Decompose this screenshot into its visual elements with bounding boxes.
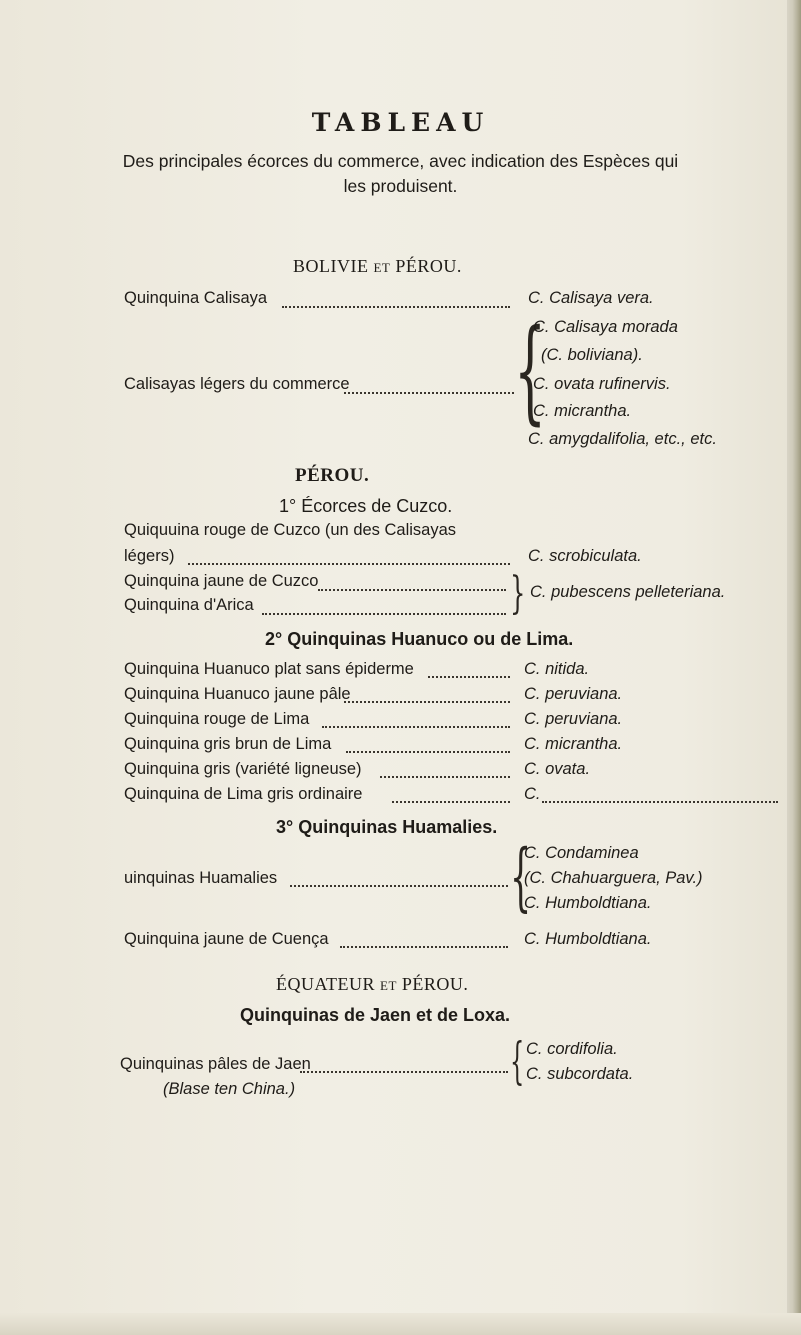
species-amygdalifolia: C. amygdalifolia, etc., etc. xyxy=(528,430,717,448)
leader-dots xyxy=(392,801,510,803)
heading-bolivie-et: ET xyxy=(373,260,391,275)
species-humboldtiana-1: C. Humboldtiana. xyxy=(524,894,652,912)
entry-calisaya: Quinquina Calisaya xyxy=(124,289,268,307)
brace-huamalies: { xyxy=(510,834,532,920)
entry-jaen-note: (Blase ten China.) xyxy=(163,1080,296,1098)
leader-dots xyxy=(322,726,510,728)
heading-jaen-loxa: Quinquinas de Jaen et de Loxa. xyxy=(240,1005,511,1025)
heading-bolivie-perou xyxy=(293,256,462,277)
entry-calisayas-legers: Calisayas légers du commerce xyxy=(124,375,350,393)
leader-dots xyxy=(282,306,510,308)
entry-arica: Quinquina d'Arica xyxy=(124,596,254,614)
heading-perou: PÉROU. xyxy=(295,465,370,486)
leader-dots xyxy=(188,563,510,565)
species-humboldtiana-2: C. Humboldtiana. xyxy=(524,930,652,948)
species-peruviana-1: C. peruviana. xyxy=(524,685,623,703)
entry-gris-brun: Quinquina gris brun de Lima xyxy=(124,735,332,753)
leader-dots xyxy=(262,613,506,615)
subtitle-line-1: Des principales écorces du commerce, avec indication des Espèces qui xyxy=(122,151,679,171)
leader-dots xyxy=(344,701,510,703)
species-calisaya: C. Calisaya vera. xyxy=(528,289,654,307)
heading-equateur-perou-word: PÉROU. xyxy=(401,974,469,994)
species-chahuarguera: (C. Chahuarguera, Pav.) xyxy=(524,869,703,887)
leader-dots xyxy=(300,1071,508,1073)
heading-equateur-perou xyxy=(276,974,468,995)
heading-huanuco: 2° Quinquinas Huanuco ou de Lima. xyxy=(265,629,574,649)
species-nitida: C. nitida. xyxy=(524,660,590,678)
leader-dots xyxy=(318,589,506,591)
species-subcordata: C. subcordata. xyxy=(526,1065,634,1083)
entry-jaen: Quinquinas pâles de Jaen xyxy=(120,1055,311,1073)
leader-dots xyxy=(380,776,510,778)
leader-dots xyxy=(340,946,508,948)
heading-equateur-word: ÉQUATEUR xyxy=(276,974,375,994)
species-ovata: C. ovata. xyxy=(524,760,591,778)
species-scrobiculata: C. scrobiculata. xyxy=(528,547,642,565)
species-cordifolia: C. cordifolia. xyxy=(526,1040,618,1058)
heading-bolivie-perou-word: PÉROU. xyxy=(395,256,462,276)
leader-dots xyxy=(428,676,510,678)
page-title: TABLEAU xyxy=(311,108,490,137)
species-boliviana: (C. boliviana). xyxy=(541,346,643,364)
entry-rouge-cuzco: Quiquuina rouge de Cuzco (un des Calisayas xyxy=(124,521,457,539)
brace-cuzco: } xyxy=(510,568,526,619)
page-bottom-shadow xyxy=(0,1313,801,1335)
species-micrantha: C. micrantha. xyxy=(533,402,632,420)
heading-bolivie-word: BOLIVIE xyxy=(293,256,369,276)
species-ovata-rufinervis: C. ovata rufinervis. xyxy=(533,375,671,393)
leader-dots xyxy=(542,801,778,803)
heading-cuzco: 1° Écorces de Cuzco. xyxy=(279,496,453,516)
species-pubescens: C. pubescens pelleteriana. xyxy=(530,583,726,601)
subtitle-line-2: les produisent. xyxy=(343,176,458,196)
species-peruviana-2: C. peruviana. xyxy=(524,710,623,728)
leader-dots xyxy=(344,392,514,394)
entry-lima-gris: Quinquina de Lima gris ordinaire xyxy=(124,785,363,803)
species-c: C. xyxy=(524,785,541,803)
entry-huamalies: uinquinas Huamalies xyxy=(124,869,278,887)
leader-dots xyxy=(290,885,508,887)
entry-huanuco-jaune: Quinquina Huanuco jaune pâle xyxy=(124,685,351,703)
brace-bolivie: { xyxy=(514,306,547,436)
entry-rouge-lima: Quinquina rouge de Lima xyxy=(124,710,310,728)
page-edge xyxy=(787,0,801,1335)
species-calisaya-morada: C. Calisaya morada xyxy=(533,318,678,336)
entry-jaune-cuzco: Quinquina jaune de Cuzco xyxy=(124,572,319,590)
species-micrantha-2: C. micrantha. xyxy=(524,735,623,753)
leader-dots xyxy=(346,751,510,753)
entry-huanuco-plat: Quinquina Huanuco plat sans épiderme xyxy=(124,660,414,678)
entry-gris-ligneuse: Quinquina gris (variété ligneuse) xyxy=(124,760,362,778)
entry-cuenca: Quinquina jaune de Cuença xyxy=(124,930,329,948)
entry-legers: légers) xyxy=(124,547,175,565)
heading-huamalies: 3° Quinquinas Huamalies. xyxy=(276,817,498,837)
species-condaminea: C. Condaminea xyxy=(524,844,639,862)
brace-jaen: { xyxy=(510,1032,525,1090)
heading-equateur-et: ET xyxy=(380,978,397,993)
